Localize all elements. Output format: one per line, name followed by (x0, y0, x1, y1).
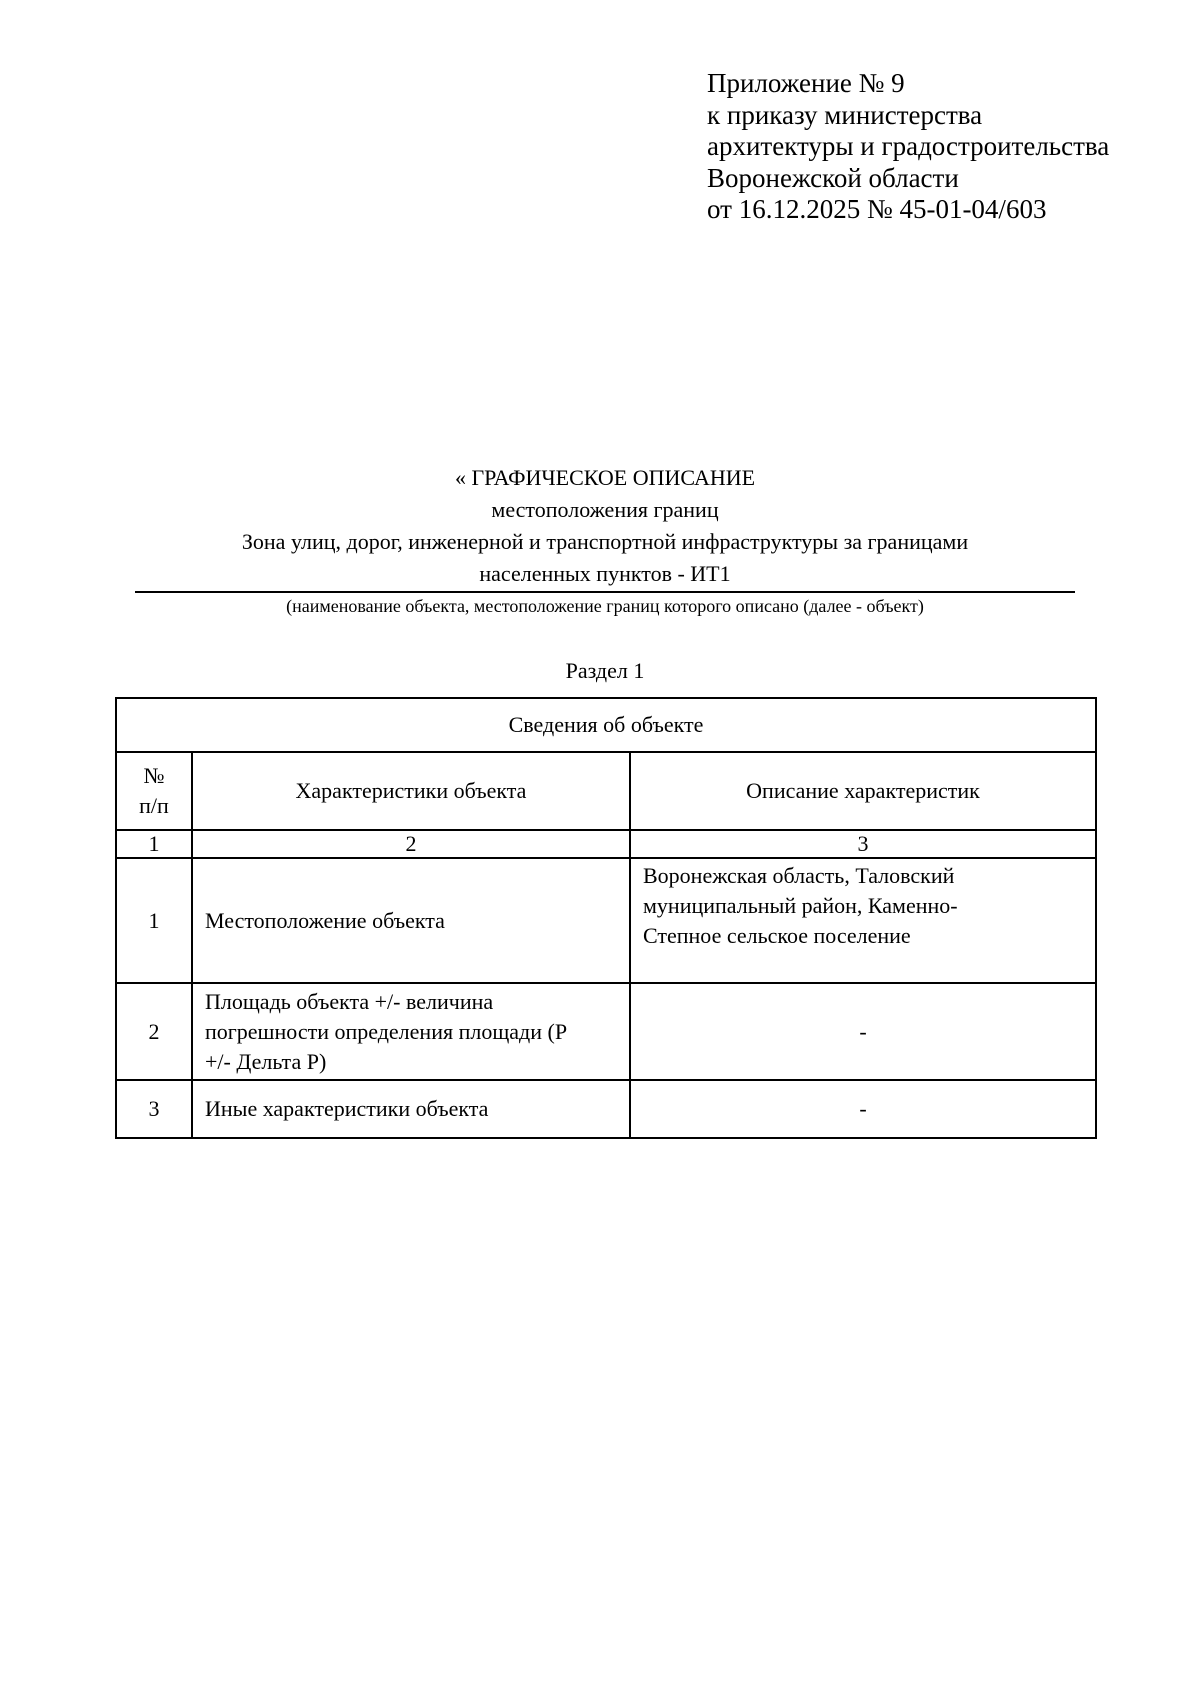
appendix-line: к приказу министерства (707, 99, 983, 130)
characteristic-line: погрешности определения площади (Р (205, 1018, 568, 1044)
description-line: Воронежская область, Таловский (643, 863, 955, 888)
column-index-row (116, 830, 1096, 858)
header-characteristic: Характеристики объекта (192, 752, 630, 830)
object-name-underline (135, 591, 1075, 593)
column-index: 3 (630, 830, 1096, 858)
column-index: 2 (192, 830, 630, 858)
title-subheading: местоположения границ (491, 497, 719, 522)
header-num-symbol: № (143, 763, 165, 788)
description-line: Степное сельское поселение (643, 923, 911, 948)
table-row (116, 1080, 1096, 1138)
object-info-table (115, 697, 1097, 1139)
table-header-row (116, 752, 1096, 830)
appendix-line: архитектуры и градостроительства (707, 131, 1110, 161)
header-num-label: п/п (139, 793, 169, 818)
row-description: - (630, 1080, 1096, 1138)
row-characteristic: Иные характеристики объекта (192, 1080, 630, 1138)
appendix-header (707, 68, 1109, 226)
row-num: 2 (116, 983, 192, 1080)
row-description (630, 858, 1096, 983)
characteristic-line: Площадь объекта +/- величина (205, 988, 494, 1014)
object-caption: (наименование объекта, местоположение границ которого описано (далее - объект) (286, 596, 924, 616)
appendix-line: Воронежской области (707, 162, 959, 193)
object-name-line: населенных пунктов - ИТ1 (479, 561, 731, 586)
table-caption-row (116, 698, 1096, 752)
header-description: Описание характеристик (630, 752, 1096, 830)
document-title (135, 462, 1075, 590)
table-row (116, 858, 1096, 983)
header-num (116, 752, 192, 830)
row-description: - (630, 983, 1096, 1080)
characteristic-line: +/- Дельта Р) (205, 1048, 327, 1074)
description-line: муниципальный район, Каменно- (643, 893, 958, 918)
section-title: Раздел 1 (565, 658, 645, 683)
row-num: 1 (116, 858, 192, 983)
title-heading: « ГРАФИЧЕСКОЕ ОПИСАНИЕ (454, 465, 756, 490)
table-row (116, 983, 1096, 1080)
row-characteristic: Местоположение объекта (192, 858, 630, 983)
object-name-line: Зона улиц, дорог, инженерной и транспортной инфраструктуры за границами (241, 529, 969, 554)
row-num: 3 (116, 1080, 192, 1138)
appendix-line: от 16.12.2025 № 45-01-04/603 (707, 194, 1047, 224)
column-index: 1 (116, 830, 192, 858)
table-caption: Сведения об объекте (116, 698, 1096, 752)
row-characteristic (192, 983, 630, 1080)
appendix-line: Приложение № 9 (707, 68, 905, 98)
